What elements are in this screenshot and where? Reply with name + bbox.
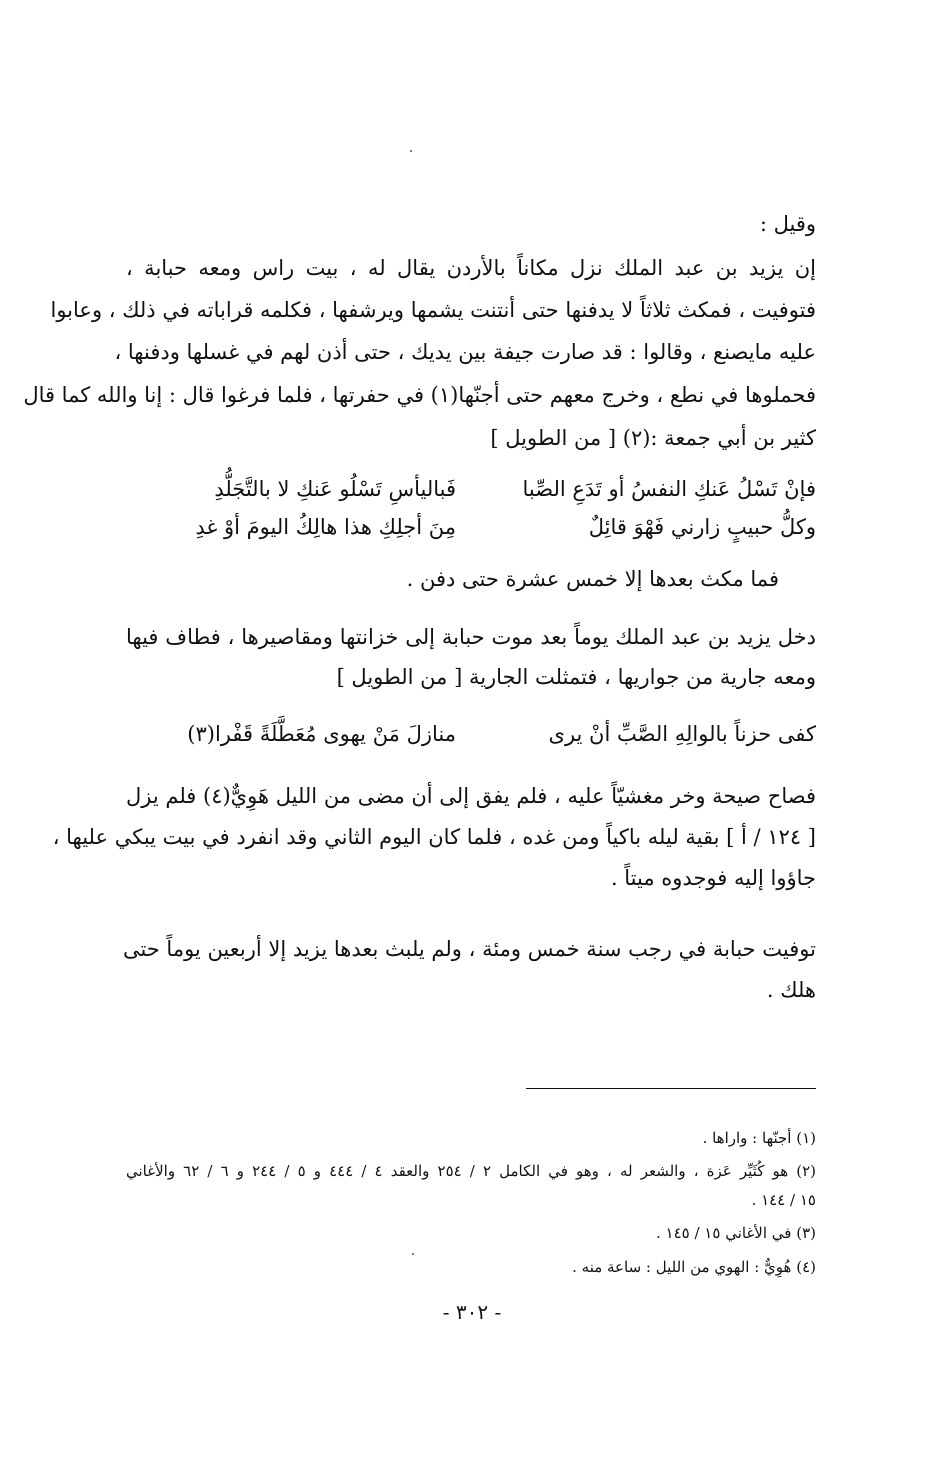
verse-line — [126, 477, 816, 513]
paragraph-line: فصاح صيحة وخر مغشيّاً عليه ، فلم يفق إلى أن مضى من الليل هَوِيٌّ(٤) فلم يزل — [126, 784, 816, 808]
page-number: - ٣٠٢ - — [442, 1300, 502, 1324]
verse-line — [126, 515, 816, 551]
footnote-2: (٢) هو كُثَيِّر عَزة ، والشعر له ، وهو في الكامل ٢ / ٢٥٤ والعقد ٤ / ٤٤٤ و ٥ / ٢٤٤ و ٦ / ٦٢ والأغاني — [126, 1162, 816, 1180]
speck — [412, 1253, 414, 1255]
verse-second-hemistich: فَباليأسِ تَسْلُو عَنكِ لا بالتَّجَلُّدِ — [214, 477, 456, 501]
footnote-3: (٣) في الأغاني ١٥ / ١٤٥ . — [655, 1224, 816, 1242]
paragraph-line: ومعه جارية من جواريها ، فتمثلت الجارية [ من الطويل ] — [336, 665, 816, 689]
paragraph-line: كثير بن أبي جمعة :(٢) [ من الطويل ] — [490, 426, 816, 450]
footnote-2-continuation: ١٥ / ١٤٤ . — [751, 1191, 816, 1209]
verse-line — [126, 722, 816, 758]
paragraph-line: عليه مايصنع ، وقالوا : قد صارت جيفة بين يديك ، حتى أذن لهم في غسلها ودفنها ، — [114, 340, 816, 364]
paragraph-line: إن يزيد بن عبد الملك نزل مكاناً بالأردن يقال له ، بيت راس ومعه حبابة ، — [126, 256, 816, 280]
verse-first-hemistich: كفى حزناً بالوالِهِ الصَّبِّ أنْ يرى — [548, 722, 816, 746]
narrative-line: فما مكث بعدها إلا خمس عشرة حتى دفن . — [406, 567, 779, 591]
paragraph-line: [ ١٢٤ / أ ] بقية ليله باكياً ومن غده ، فلما كان اليوم الثاني وقد انفرد في بيت يبكي عليها ، — [52, 825, 816, 849]
verse-second-hemistich: مِنَ أجلِكِ هذا هالِكُ اليومَ أوْ غدِ — [195, 515, 456, 539]
footnote-1: (١) أجنّها : واراها . — [702, 1129, 816, 1147]
footnote-separator — [526, 1088, 816, 1089]
footnote-4: (٤) هُوِيٌّ : الهوي من الليل : ساعة منه . — [572, 1258, 816, 1276]
paragraph-line: توفيت حبابة في رجب سنة خمس ومئة ، ولم يلبث بعدها يزيد إلا أربعين يوماً حتى — [122, 937, 816, 961]
section-heading: وقيل : — [759, 212, 816, 236]
verse-first-hemistich: فإنْ تَسْلُ عَنكِ النفسُ أو تَدَعِ الصِّبا — [522, 477, 816, 501]
paragraph-line: هلك . — [766, 978, 816, 1002]
speck — [410, 150, 412, 152]
verse-first-hemistich: وكلُّ حبيبٍ زارني فَهْوَ قائِلٌ — [588, 515, 816, 539]
paragraph-line: فحملوها في نطع ، وخرج معهم حتى أجنّها(١) في حفرتها ، فلما فرغوا قال : إنا والله كما قال — [23, 383, 816, 407]
paragraph-line: فتوفيت ، فمكث ثلاثاً لا يدفنها حتى أنتنت يشمها ويرشفها ، فكلمه قراباته في ذلك ، وعابوا — [50, 298, 816, 322]
verse-second-hemistich: منازلَ مَنْ يهوى مُعَطَّلَةً قَفْرا(٣) — [187, 722, 456, 746]
paragraph-line: دخل يزيد بن عبد الملك يوماً بعد موت حبابة إلى خزانتها ومقاصيرها ، فطاف فيها — [126, 625, 816, 649]
paragraph-line: جاؤوا إليه فوجدوه ميتاً . — [610, 866, 816, 890]
